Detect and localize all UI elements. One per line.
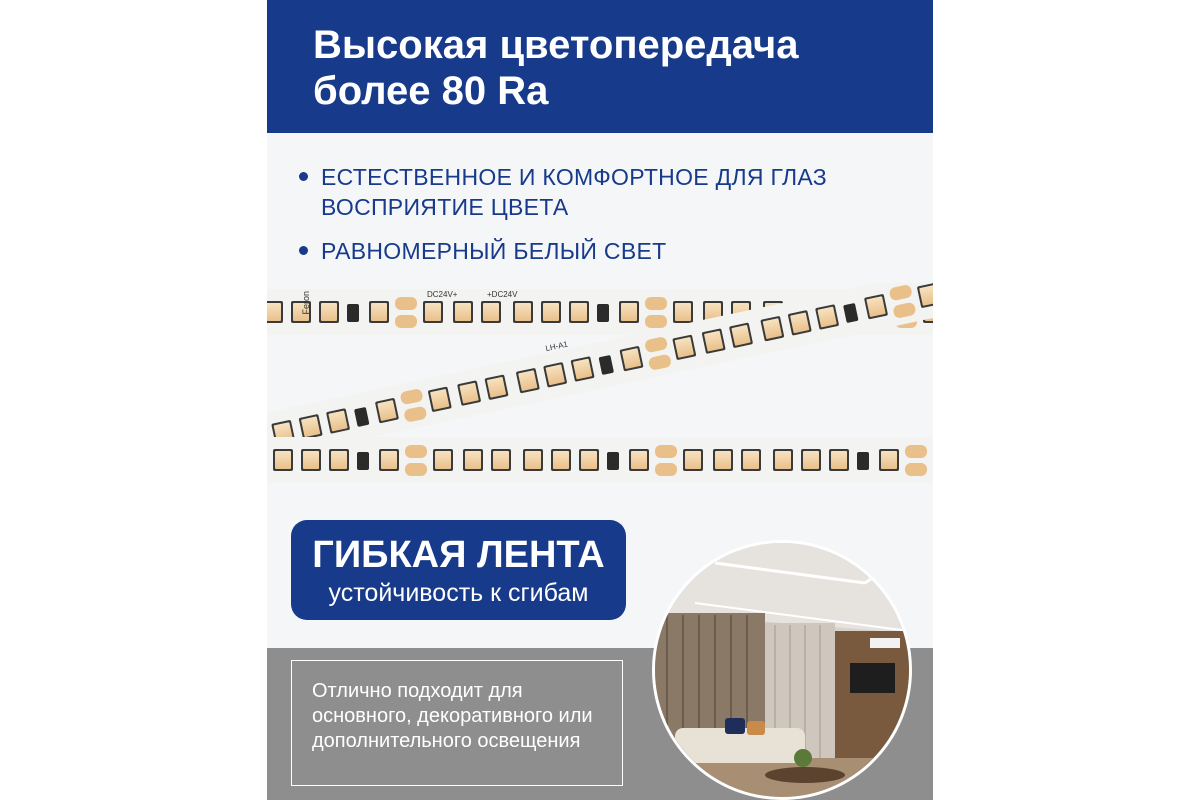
flexible-tape-badge [291,520,626,620]
led-strip-image [267,283,933,493]
badge-subtitle: устойчивость к сгибам [328,579,589,607]
strip-minus-label: DC24V+ [427,290,458,299]
strip-model: LH-A1 [544,339,569,354]
product-card [267,0,933,800]
bullet-icon [299,172,308,181]
led-strip-illustration [267,283,933,493]
living-room-image [655,543,909,797]
feature-label: ЕСТЕСТВЕННОЕ И КОМФОРТНОЕ ДЛЯ ГЛАЗ ВОСПРИЯТИЕ ЦВЕТА [321,164,827,220]
strip-bottom [267,437,933,483]
feature-item [297,162,917,222]
interior-photo [652,540,912,800]
strip-plus-label: +DC24V [487,290,518,299]
feature-label: РАВНОМЕРНЫЙ БЕЛЫЙ СВЕТ [321,238,667,264]
strip-brand: Feron [301,291,311,315]
badge-title: ГИБКАЯ ЛЕНТА [312,534,605,576]
usage-text: Отлично подходит для основного, декоративного или дополнительного освещения [312,680,593,752]
feature-list [297,162,917,280]
feature-item [297,236,917,266]
header-banner [267,0,933,133]
usage-frame [291,660,623,786]
bullet-icon [299,246,308,255]
header-title: Высокая цветопередача более 80 Ra [313,23,799,113]
